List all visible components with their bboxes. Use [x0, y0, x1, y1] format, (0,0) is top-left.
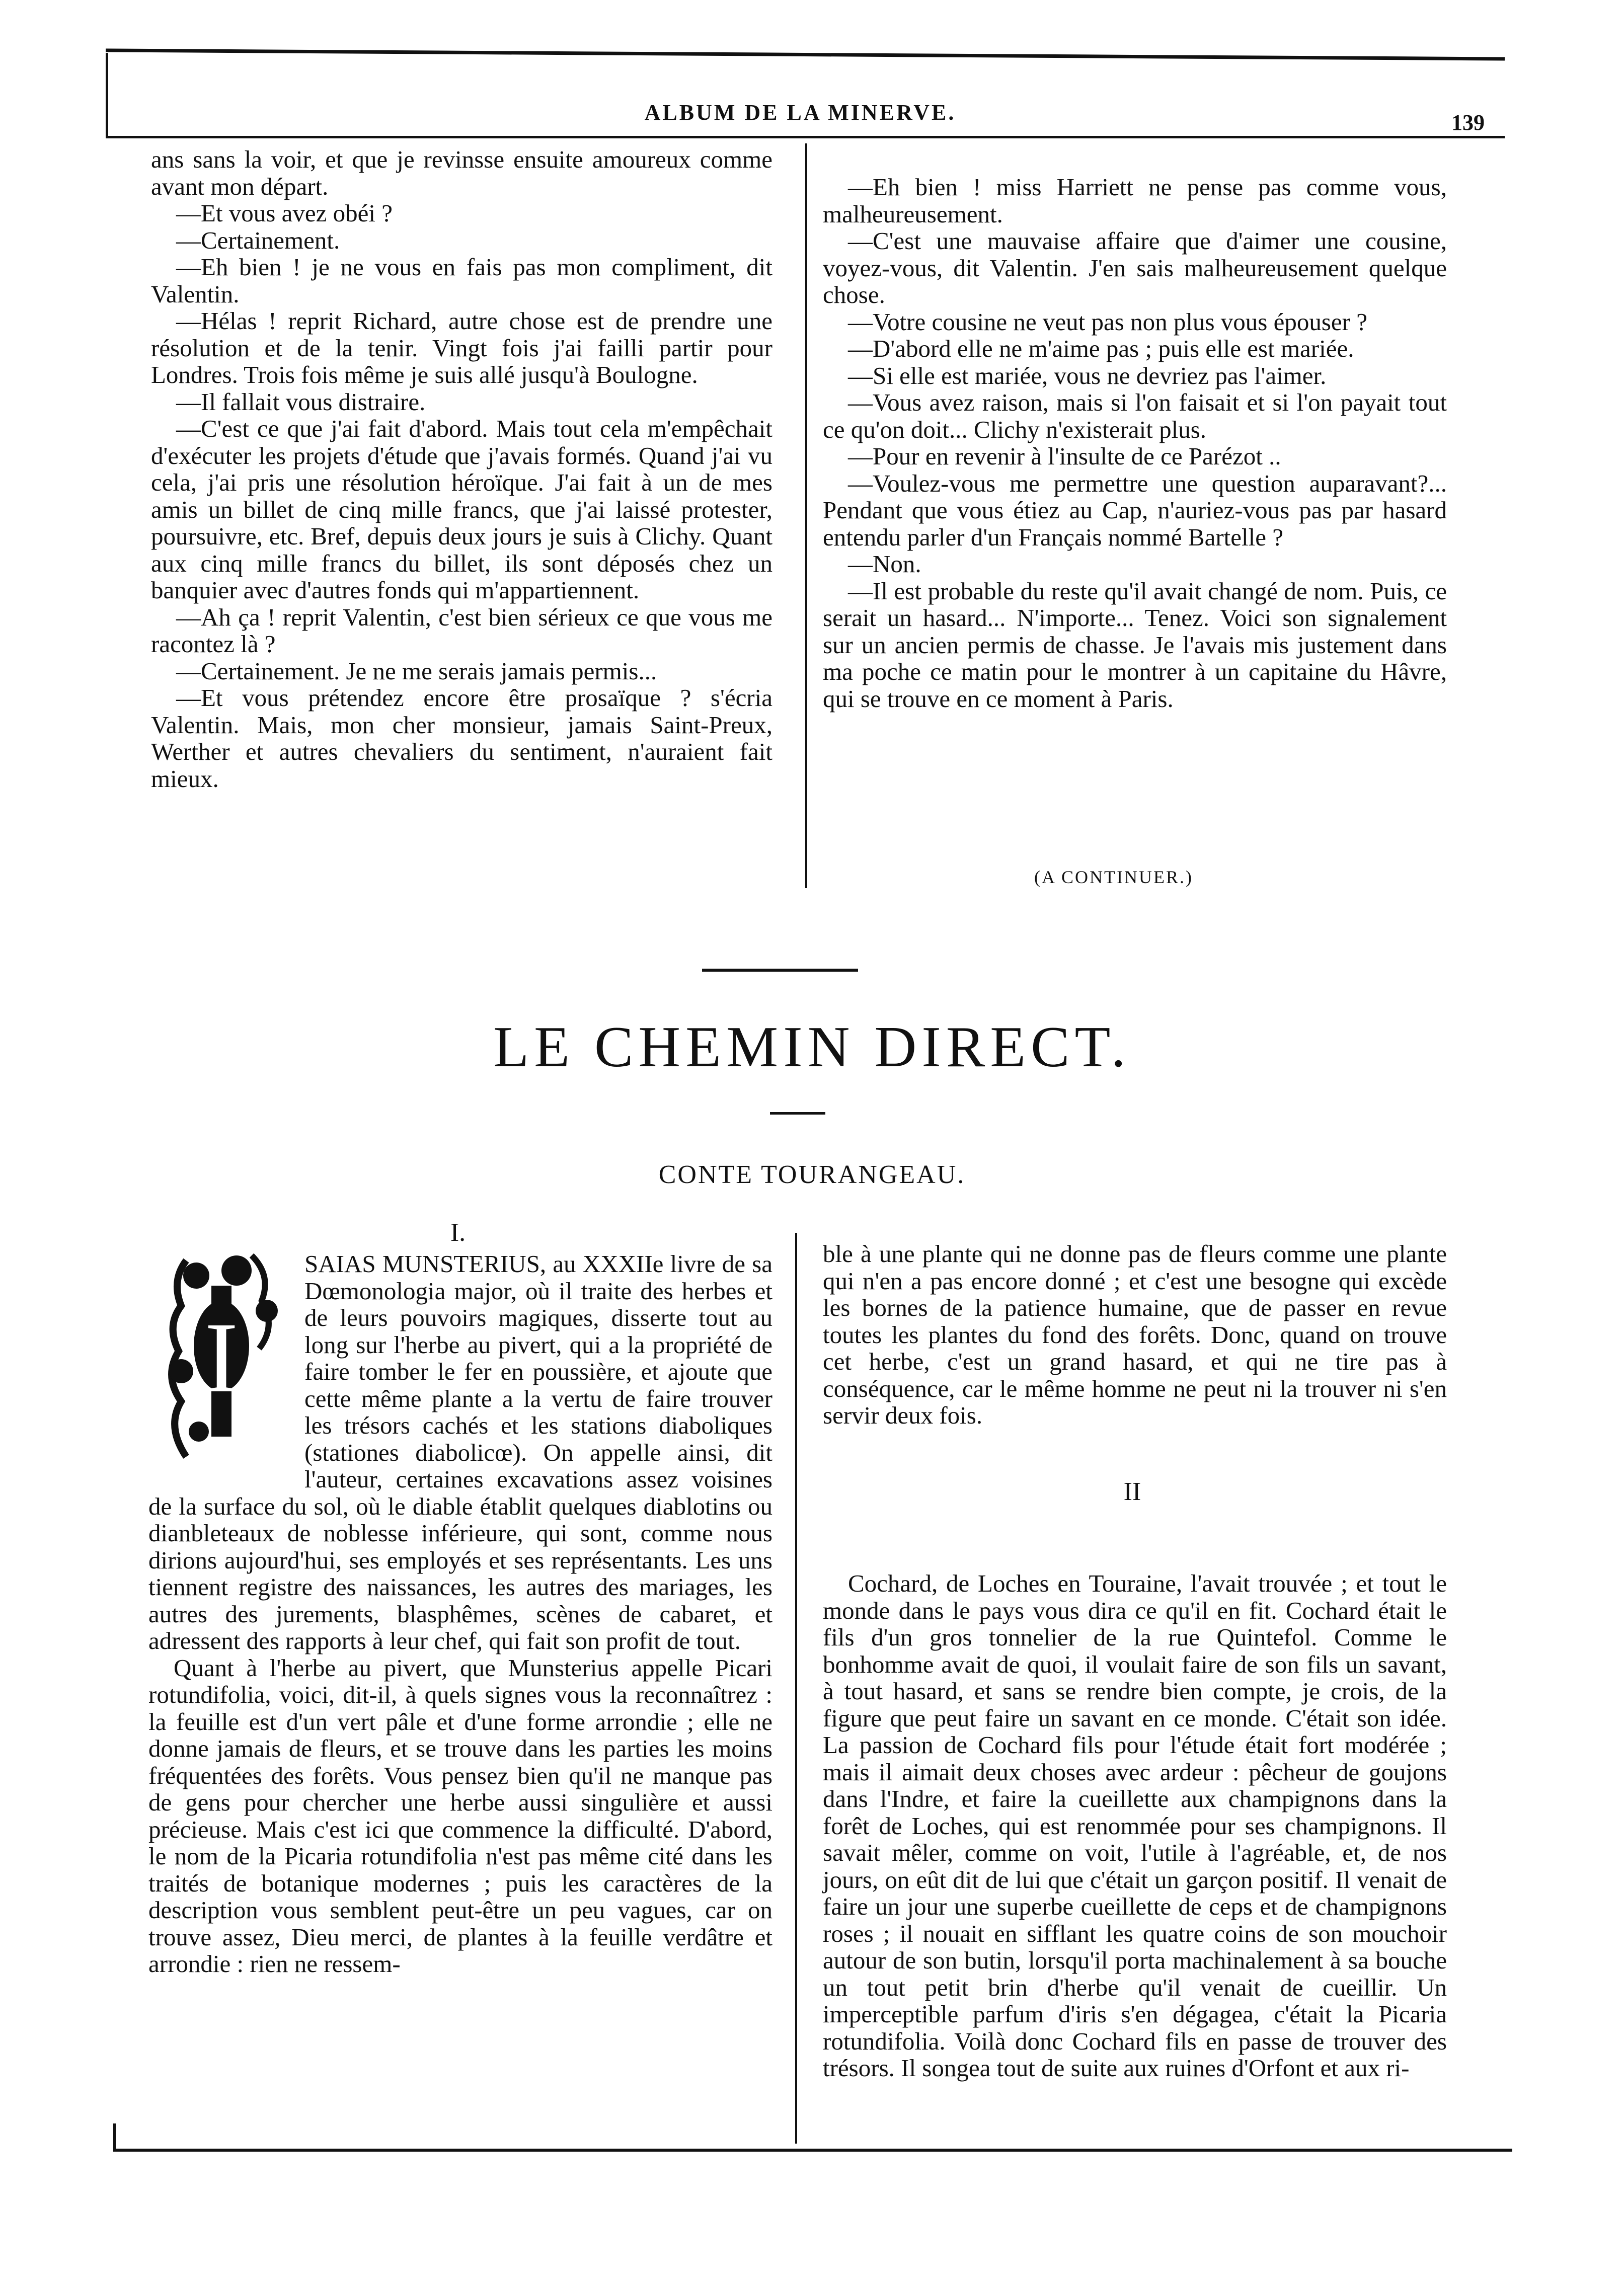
story-right-column-bottom	[823, 1570, 1447, 2082]
dropcap-letter: I	[204, 1302, 239, 1413]
paragraph: —Eh bien ! je ne vous en fais pas mon compliment, dit Valentin.	[151, 253, 772, 308]
left-border-bottom	[113, 2123, 116, 2152]
paragraph: —Votre cousine ne veut pas non plus vous épouser ?	[848, 307, 1367, 336]
running-header	[106, 95, 1495, 135]
page-number: 139	[1451, 110, 1485, 135]
paragraph: —Hélas ! reprit Richard, autre chose est de prendre une résolution et de la tenir. Vingt fois j'ai failli partir pour Londres. Trois fois même je suis allé jusqu'à Boulogne.	[151, 307, 772, 388]
paragraph: —C'est une mauvaise affaire que d'aimer une cousine, voyez-vous, dit Valentin. J'en sais malheureusement quelque chose.	[823, 227, 1447, 308]
paragraph: —Voulez-vous me permettre une question auparavant?... Pendant que vous étiez au Cap, n'auriez-vous pas par hasard entendu parler d'un Français nommé Bartelle ?	[823, 469, 1447, 551]
bottom-rule	[113, 2149, 1512, 2152]
paragraph: ans sans la voir, et que je revinsse ensuite amoureux comme avant mon départ.	[151, 145, 772, 200]
top-right-column	[823, 174, 1447, 712]
paragraph: —Il est probable du reste qu'il avait changé de nom. Puis, ce serait un hasard... N'importe... Tenez. Voici son signalement sur un ancien permis de chasse. Je l'avais mis justement dans ma poche ce matin pour le montrer à un capitaine du Hâvre, qui se trouve en ce moment à Paris.	[823, 577, 1447, 713]
paragraph: —Non.	[848, 550, 921, 578]
paragraph: —Certainement. Je ne me serais jamais permis...	[176, 657, 657, 685]
paragraph: Quant à l'herbe au pivert, que Munsterius appelle Picari rotundifolia, voici, dit-il, à quels signes vous la reconnaîtrez : la feuille est d'un vert pâle et d'une forme arrondie ; elle ne donne jamais de fleurs, et se trouve dans les parties les moins fréquentées des forêts. Vous pensez bien qu'il ne manque pas de gens pour chercher une herbe aussi singulière et aussi précieuse. Mais c'est ici que commence la difficulté. D'abord, le nom de la Picaria rotundifolia n'est pas même cité dans les traités de botanique modernes ; puis les caractères de la description vous semblent peut-être un peu vagues, car on trouve assez, Dieu merci, de plantes à la feuille verdâtre et arrondie : rien ne ressem-	[148, 1653, 772, 1978]
header-rule	[106, 136, 1505, 138]
paragraph: —Il fallait vous distraire.	[176, 387, 426, 416]
story-column-divider	[795, 1233, 797, 2144]
journal-title: ALBUM DE LA MINERVE.	[644, 100, 956, 125]
title-underline	[770, 1112, 825, 1115]
paragraph: —Eh bien ! miss Harriett ne pense pas comme vous, malheureusement.	[823, 173, 1447, 228]
top-column-divider	[805, 143, 807, 888]
to-be-continued: (A CONTINUER.)	[1034, 867, 1193, 887]
story-left-column	[148, 1250, 772, 1978]
story-right-column-top	[823, 1240, 1447, 1429]
paragraph: —Pour en revenir à l'insulte de ce Parézot ..	[848, 442, 1281, 470]
paragraph: Cochard, de Loches en Touraine, l'avait trouvée ; et tout le monde dans le pays vous dira ce qu'il en fit. Cochard était le fils d'un gros tonnelier de la rue Quintefol. Comme le bonhomme avait de quoi, il voulait faire de son fils un savant, à tout hasard, et sans se rendre bien compte, je crois, de la figure que peut faire un savant en ce monde. C'était son idée. La passion de Cochard fils pour l'étude était fort modérée ; mais il aimait deux choses avec ardeur : pêcheur de goujons dans l'Indre, et faire la cueillette aux champignons dans la forêt de Loches, qui est renommée pour ses champignons. Il savait mêler, comme on voit, l'utile à l'agréable, et, de nos jours, on eût dit de lui que c'était un garçon positif. Il venait de faire un jour une superbe cueillette de ceps et de champignons roses ; il nouait en sifflant les quatre coins de son mouchoir autour de son butin, lorsqu'il porta machinalement à sa bouche un tout petit brin d'herbe qu'il venait de cueillir. Un imperceptible parfum d'iris s'en dégagea, c'était la Picaria rotundifolia. Voilà donc Cochard fils en passe de trouver des trésors. Il songea tout de suite aux ruines d'Orfont et aux ri-	[823, 1569, 1447, 2082]
top-rule	[106, 49, 1505, 61]
top-left-column	[151, 146, 772, 792]
story-subtitle: CONTE TOURANGEAU.	[658, 1160, 966, 1189]
story-title: LE CHEMIN DIRECT.	[493, 1015, 1131, 1079]
section-number-1: I.	[450, 1218, 466, 1247]
paragraph: —Certainement.	[176, 226, 340, 254]
paragraph: —Vous avez raison, mais si l'on faisait et si l'on payait tout ce qu'on doit... Clichy n'existerait plus.	[823, 388, 1447, 443]
paragraph: ble à une plante qui ne donne pas de fleurs comme une plante qui n'en a pas encore donné ; et c'est une besogne qui excède les bornes de la patience humaine, que de passer en revue toutes les plantes du fond des forêts. Donc, quand on trouve cet herbe, c'est un grand hasard, et qui ne tire pas à conséquence, car le même homme ne peut ni la trouver ni s'en servir deux fois.	[823, 1240, 1447, 1429]
paragraph: —Si elle est mariée, vous ne devriez pas l'aimer.	[848, 361, 1327, 389]
paragraph: —Et vous avez obéi ?	[176, 199, 393, 227]
paragraph: SAIAS MUNSTERIUS, au XXXIIe livre de sa Dœmonologia major, où il traite des herbes et de leurs pouvoirs magiques, disserte tout au long sur l'herbe au pivert, qui a la propriété de faire tomber le fer en poussière, et ajoute que cette même plante a la vertu de faire trouver les trésors cachés et les stations diaboliques (stationes diabolicœ). On appelle ainsi, dit l'auteur, certaines excavations assez voisines de la surface du sol, où le diable établit quelques diablotins ou dianbleteaux de noblesse inférieure, qui sont, comme nous dirions aujourd'hui, ses employés et ses représentants. Les uns tiennent registre des naissances, les autres des mariages, les autres des jurements, blasphêmes, scènes de cabaret, et adressent des rapports à leur chef, qui fait son profit de tout.	[148, 1250, 772, 1654]
section-separator	[702, 969, 858, 972]
paragraph: —Ah ça ! reprit Valentin, c'est bien sérieux ce que vous me racontez là ?	[151, 603, 772, 658]
paragraph: —D'abord elle ne m'aime pas ; puis elle est mariée.	[848, 335, 1354, 362]
paragraph: —Et vous prétendez encore être prosaïque ? s'écria Valentin. Mais, mon cher monsieur, jamais Saint-Preux, Werther et autres chevaliers du sentiment, n'auraient fait mieux.	[151, 684, 772, 793]
paragraph: —C'est ce que j'ai fait d'abord. Mais tout cela m'empêchait d'exécuter les projets d'étude que j'avais formés. Quand j'ai vu cela, j'ai pris une résolution héroïque. J'ai fait à un de mes amis un billet de cinq mille francs, que j'ai laissé protester, poursuivre, etc. Bref, depuis deux jours je suis à Clichy. Quant aux cinq mille francs du billet, ils sont déposés chez un banquier avec d'autres fonds qui m'appartiennent.	[151, 415, 772, 604]
section-number-2: II	[1123, 1477, 1141, 1506]
